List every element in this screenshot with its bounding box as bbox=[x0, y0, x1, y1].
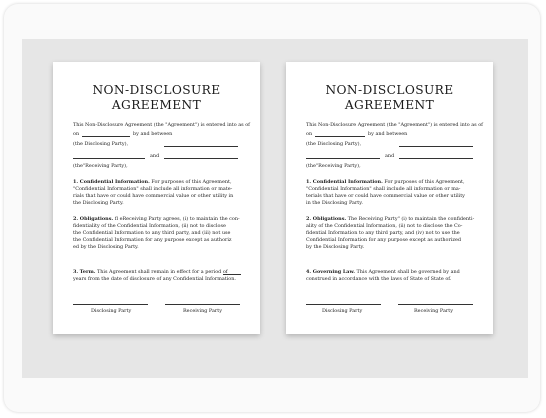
intro-between-label: by and between bbox=[368, 131, 408, 137]
section-heading: 4. Governing Law. bbox=[306, 269, 355, 275]
term-blank-line bbox=[223, 274, 241, 275]
document-title-line2: AGREEMENT bbox=[344, 98, 435, 112]
section-obligations-line: the Confidential Information to any third party, and (iii) not use bbox=[73, 230, 231, 236]
section-heading: 2. Obligations. bbox=[73, 216, 114, 222]
document-title-line2: AGREEMENT bbox=[111, 98, 202, 112]
section-obligations-line: ed by the Disclosing Party. bbox=[73, 244, 139, 250]
section-confidential-line: "Confidential Information" shall include all information or ma- bbox=[306, 186, 461, 192]
party-name-blank-line bbox=[164, 158, 238, 159]
nda-document-right bbox=[286, 62, 493, 334]
section-confidential-line: "Confidential Information" shall include all information or mate- bbox=[73, 186, 233, 192]
section-confidential-line: the Disclosing Party. bbox=[73, 200, 124, 206]
section-term-line1: 3. Term. This Agreement shall remain in effect for a period of bbox=[73, 269, 228, 275]
section-heading: 1. Confidential Information. bbox=[73, 179, 150, 185]
date-blank-line bbox=[82, 136, 130, 137]
signature-caption-receiving: Receiving Party bbox=[414, 308, 453, 314]
document-title-line1: NON-DISCLOSURE bbox=[92, 83, 221, 97]
section-confidential-line1: 1. Confidential Information. For purposes of this Agreement, bbox=[306, 179, 465, 185]
section-term-line: years from the date of disclosure of any Confidential Information. bbox=[73, 276, 236, 282]
document-title-line1: NON-DISCLOSURE bbox=[325, 83, 454, 97]
signature-caption-receiving: Receiving Party bbox=[183, 308, 222, 314]
section-obligations-line1: 2. Obligations. fl eReceiving Party agrees, (i) to maintain the con- bbox=[73, 216, 240, 222]
signature-caption-disclosing: Disclosing Party bbox=[91, 308, 132, 314]
section-confidential-line: terials that have or could have commercial value or other utility bbox=[306, 193, 465, 199]
signature-line-right bbox=[165, 304, 240, 305]
disclosing-party-label: (the Disclosing Party), bbox=[73, 141, 129, 147]
intro-between-label: by and between bbox=[133, 131, 173, 137]
nda-document-left bbox=[53, 62, 260, 334]
intro-on-label: on bbox=[306, 131, 313, 137]
party-name-blank-line bbox=[399, 146, 473, 147]
party-name-blank-line bbox=[306, 158, 380, 159]
section-obligations-line: by the Disclosing Party. bbox=[306, 244, 365, 250]
party-name-blank-line bbox=[164, 146, 238, 147]
intro-line: This Non-Disclosure Agreement (the "Agreement") is entered into as of bbox=[73, 122, 250, 128]
party-name-blank-line bbox=[399, 158, 473, 159]
receiving-party-label: (the"Receiving Party), bbox=[73, 163, 128, 169]
and-label: and bbox=[150, 153, 160, 159]
section-heading: 1. Confidential Information. bbox=[306, 179, 383, 185]
section-confidential-line1: 1. Confidential Information. For purposes of this Agreement, bbox=[73, 179, 232, 185]
section-obligations-line: fidentiality of the Confidential Information, (ii) not to disclose bbox=[73, 223, 226, 229]
signature-line-left bbox=[73, 304, 148, 305]
section-confidential-line: rials that have or could have commercial value or other utility in bbox=[73, 193, 234, 199]
section-heading: 2. Obligations. bbox=[306, 216, 347, 222]
section-heading: 3. Term. bbox=[73, 269, 96, 275]
intro-line: This Non-Disclosure Agreement (the "Agreement") is entered into as of bbox=[306, 122, 483, 128]
party-name-blank-line bbox=[73, 158, 145, 159]
signature-line-right bbox=[398, 304, 473, 305]
intro-on-label: on bbox=[73, 131, 80, 137]
and-label: and bbox=[385, 153, 395, 159]
section-obligations-line: fidential Information to any third party, and (iv) not to use the bbox=[306, 230, 460, 236]
section-governing-law-line1: 4. Governing Law. This Agreement shall be governed by and bbox=[306, 269, 460, 275]
signature-line-left bbox=[306, 304, 381, 305]
section-obligations-line: Confidential Information for any purpose except as authorized bbox=[306, 237, 461, 243]
section-obligations-line: ality of the Confidential Information, (ii) not to disclose the Co- bbox=[306, 223, 463, 229]
section-governing-law-line: construed in accordance with the laws of State of State of. bbox=[306, 276, 452, 282]
section-obligations-line: the Confidential Information for any purpose except as authoriz bbox=[73, 237, 232, 243]
section-confidential-line: in the Disclosing Party. bbox=[306, 200, 363, 206]
disclosing-party-label: (the Disclosing Party), bbox=[306, 141, 362, 147]
receiving-party-label: (the"Receiving Party), bbox=[306, 163, 361, 169]
signature-caption-disclosing: Disclosing Party bbox=[322, 308, 363, 314]
date-blank-line bbox=[315, 136, 365, 137]
section-obligations-line1: 2. Obligations. The Receiving Party" (i) to maintain the confidenti- bbox=[306, 216, 475, 222]
